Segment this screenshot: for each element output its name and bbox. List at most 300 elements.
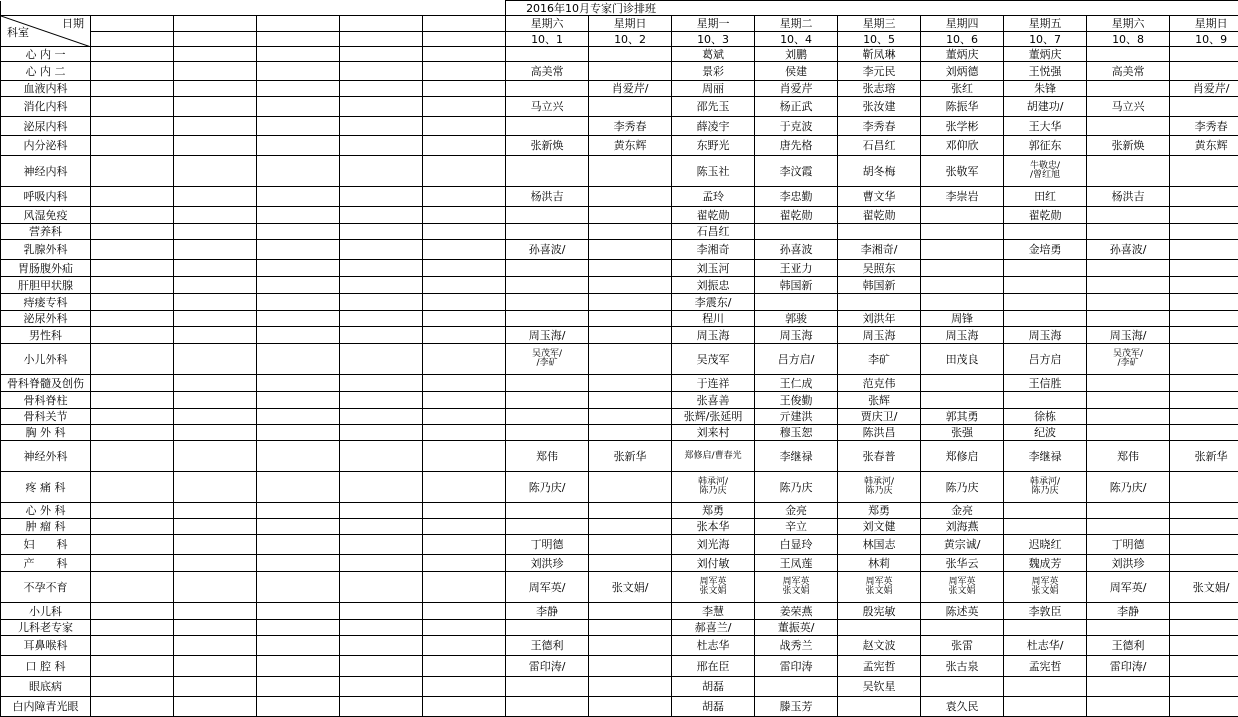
doctor-cell — [589, 277, 672, 294]
schedule-row — [1, 187, 1238, 207]
empty-cell — [257, 425, 340, 441]
doctor-cell: 周玉海 — [838, 327, 921, 344]
weekday-header: 星期四 — [921, 16, 1004, 32]
doctor-cell — [1170, 392, 1238, 409]
empty-cell — [340, 260, 423, 277]
doctor-cell — [1170, 409, 1238, 425]
doctor-cell: 程川 — [672, 311, 755, 327]
department-cell: 妇 科 — [1, 535, 91, 555]
weekday-header: 星期一 — [672, 16, 755, 32]
doctor-cell: 王信胜 — [1004, 375, 1087, 392]
empty-cell — [91, 240, 174, 260]
department-cell: 呼吸内科 — [1, 187, 91, 207]
empty-cell — [174, 441, 257, 472]
doctor-cell: 孟玲 — [672, 187, 755, 207]
empty-cell — [257, 392, 340, 409]
doctor-cell: 张红 — [921, 81, 1004, 97]
empty-cell — [340, 47, 423, 62]
date-header: 10、6 — [921, 32, 1004, 47]
empty-cell — [257, 156, 340, 187]
empty-cell — [91, 392, 174, 409]
doctor-cell: 周军英 张文娟 — [1004, 572, 1087, 603]
doctor-cell: 周玉海/ — [1087, 327, 1170, 344]
empty-cell — [340, 117, 423, 136]
doctor-cell — [1087, 620, 1170, 636]
doctor-cell: 胡冬梅 — [838, 156, 921, 187]
doctor-cell: 吕方启 — [1004, 344, 1087, 375]
weekday-header: 星期日 — [1170, 16, 1238, 32]
doctor-cell — [838, 620, 921, 636]
doctor-cell: 吴茂军 — [672, 344, 755, 375]
department-cell: 骨科脊髓及创伤 — [1, 375, 91, 392]
department-cell: 男性科 — [1, 327, 91, 344]
doctor-cell: 张学彬 — [921, 117, 1004, 136]
doctor-cell — [755, 677, 838, 697]
department-cell: 产 科 — [1, 555, 91, 572]
doctor-cell: 周丽 — [672, 81, 755, 97]
empty-cell — [340, 425, 423, 441]
doctor-cell: 刘洪珍 — [1087, 555, 1170, 572]
doctor-cell — [1170, 294, 1238, 311]
doctor-cell: 雷印涛 — [755, 656, 838, 677]
doctor-cell: 李静 — [1087, 603, 1170, 620]
doctor-cell: 王俊勤 — [755, 392, 838, 409]
empty-cell — [423, 117, 506, 136]
doctor-cell — [921, 620, 1004, 636]
doctor-cell: 李忠勤 — [755, 187, 838, 207]
doctor-cell: 周军英 张文娟 — [921, 572, 1004, 603]
doctor-cell — [589, 519, 672, 535]
empty-cell — [174, 294, 257, 311]
empty-cell — [257, 311, 340, 327]
doctor-cell — [589, 392, 672, 409]
doctor-cell: 刘付敏 — [672, 555, 755, 572]
doctor-cell: 林莉 — [838, 555, 921, 572]
doctor-cell — [506, 519, 589, 535]
doctor-cell: 董炳庆 — [1004, 47, 1087, 62]
doctor-cell: 袁久民 — [921, 697, 1004, 717]
doctor-cell: 侯建 — [755, 62, 838, 81]
empty-cell — [174, 311, 257, 327]
doctor-cell — [1087, 425, 1170, 441]
doctor-cell — [1004, 620, 1087, 636]
doctor-cell — [506, 392, 589, 409]
empty-cell — [423, 344, 506, 375]
empty-cell — [257, 81, 340, 97]
empty-cell — [91, 117, 174, 136]
doctor-cell: 陈述英 — [921, 603, 1004, 620]
empty-cell — [257, 97, 340, 117]
empty-cell — [340, 156, 423, 187]
doctor-cell: 陈洪昌 — [838, 425, 921, 441]
doctor-cell: 曹文华 — [838, 187, 921, 207]
doctor-cell — [1004, 677, 1087, 697]
empty-cell — [257, 603, 340, 620]
department-cell: 骨科脊柱 — [1, 392, 91, 409]
doctor-cell: 李继禄 — [755, 441, 838, 472]
doctor-cell: 景彩 — [672, 62, 755, 81]
doctor-cell — [589, 375, 672, 392]
schedule-row — [1, 425, 1238, 441]
empty-cell — [340, 62, 423, 81]
department-cell: 小儿科 — [1, 603, 91, 620]
empty-cell — [257, 535, 340, 555]
empty-cell — [257, 277, 340, 294]
department-cell: 疼 痛 科 — [1, 472, 91, 503]
empty-cell — [340, 277, 423, 294]
doctor-cell — [589, 187, 672, 207]
doctor-cell — [589, 472, 672, 503]
empty-cell — [340, 441, 423, 472]
empty-cell — [340, 311, 423, 327]
empty-cell — [91, 260, 174, 277]
empty-cell — [174, 375, 257, 392]
doctor-cell — [589, 656, 672, 677]
department-cell: 神经内科 — [1, 156, 91, 187]
doctor-cell — [1087, 392, 1170, 409]
empty-cell — [423, 409, 506, 425]
doctor-cell — [506, 156, 589, 187]
doctor-cell — [1087, 117, 1170, 136]
doctor-cell — [506, 207, 589, 224]
doctor-cell: 王亚力 — [755, 260, 838, 277]
doctor-cell: 郭征东 — [1004, 136, 1087, 156]
doctor-cell: 张敬军 — [921, 156, 1004, 187]
schedule-row — [1, 117, 1238, 136]
doctor-cell: 牛敬忠/ /曾红旭 — [1004, 156, 1087, 187]
date-header: 10、9 — [1170, 32, 1238, 47]
doctor-cell: 刘文健 — [838, 519, 921, 535]
empty-cell — [423, 187, 506, 207]
doctor-cell — [506, 47, 589, 62]
page-title: 2016年10月专家门诊排班 — [506, 1, 1238, 16]
empty-cell — [91, 311, 174, 327]
schedule-row — [1, 441, 1238, 472]
doctor-cell — [506, 294, 589, 311]
doctor-cell — [1087, 375, 1170, 392]
doctor-cell: 马立兴 — [506, 97, 589, 117]
empty-cell — [91, 409, 174, 425]
doctor-cell: 张新华 — [589, 441, 672, 472]
doctor-cell: 张古泉 — [921, 656, 1004, 677]
empty-cell — [340, 327, 423, 344]
doctor-cell — [506, 677, 589, 697]
doctor-cell: 郑修启 — [921, 441, 1004, 472]
empty-cell — [257, 224, 340, 240]
doctor-cell: 刘海燕 — [921, 519, 1004, 535]
doctor-cell: 王悦强 — [1004, 62, 1087, 81]
doctor-cell: 孙喜波 — [755, 240, 838, 260]
doctor-cell: 丁明德 — [506, 535, 589, 555]
department-cell: 骨科关节 — [1, 409, 91, 425]
doctor-cell — [1087, 260, 1170, 277]
doctor-cell: 孟宪哲 — [838, 656, 921, 677]
doctor-cell — [1087, 409, 1170, 425]
schedule-row — [1, 81, 1238, 97]
doctor-cell: 胡磊 — [672, 677, 755, 697]
empty-cell — [174, 409, 257, 425]
empty-cell — [174, 425, 257, 441]
doctor-cell: 邢在臣 — [672, 656, 755, 677]
schedule-row — [1, 409, 1238, 425]
empty-cell — [91, 636, 174, 656]
doctor-cell: 李矿 — [838, 344, 921, 375]
doctor-cell: 张志瑢 — [838, 81, 921, 97]
schedule-row — [1, 47, 1238, 62]
weekday-header: 星期五 — [1004, 16, 1087, 32]
empty-cell — [423, 441, 506, 472]
weekday-row — [1, 16, 1238, 32]
doctor-cell: 周玉海/ — [506, 327, 589, 344]
doctor-cell — [1170, 327, 1238, 344]
doctor-cell: 张雷 — [921, 636, 1004, 656]
doctor-cell: 陈乃庆 — [755, 472, 838, 503]
doctor-cell: 王仁成 — [755, 375, 838, 392]
empty-cell — [91, 294, 174, 311]
schedule-row — [1, 136, 1238, 156]
empty-cell — [423, 224, 506, 240]
doctor-cell — [1170, 656, 1238, 677]
doctor-cell: 周玉海 — [1004, 327, 1087, 344]
doctor-cell: 刘光海 — [672, 535, 755, 555]
department-cell: 口 腔 科 — [1, 656, 91, 677]
doctor-cell — [1170, 62, 1238, 81]
empty-cell — [423, 656, 506, 677]
doctor-cell: 杨正武 — [755, 97, 838, 117]
doctor-cell — [506, 503, 589, 519]
doctor-cell — [589, 207, 672, 224]
empty-cell — [423, 375, 506, 392]
schedule-row — [1, 344, 1238, 375]
doctor-cell — [589, 425, 672, 441]
schedule-row — [1, 207, 1238, 224]
doctor-cell — [1004, 503, 1087, 519]
date-header: 10、3 — [672, 32, 755, 47]
doctor-cell — [1087, 207, 1170, 224]
doctor-cell: 邓仰欣 — [921, 136, 1004, 156]
doctor-cell — [589, 535, 672, 555]
doctor-cell — [1170, 240, 1238, 260]
empty-cell — [423, 535, 506, 555]
doctor-cell: 靳凤琳 — [838, 47, 921, 62]
empty-cell — [174, 392, 257, 409]
doctor-cell: 李继禄 — [1004, 441, 1087, 472]
doctor-cell — [1087, 294, 1170, 311]
empty-cell — [257, 409, 340, 425]
empty-cell — [423, 260, 506, 277]
doctor-cell: 石昌红 — [838, 136, 921, 156]
doctor-cell: 韩承河/ 陈乃庆 — [838, 472, 921, 503]
doctor-cell — [506, 409, 589, 425]
empty-cell — [423, 311, 506, 327]
doctor-cell: 张春普 — [838, 441, 921, 472]
doctor-cell — [1087, 47, 1170, 62]
empty-cell — [340, 344, 423, 375]
doctor-cell: 翟乾勋 — [755, 207, 838, 224]
schedule-row — [1, 392, 1238, 409]
doctor-cell: 唐先格 — [755, 136, 838, 156]
empty-cell — [91, 224, 174, 240]
doctor-cell — [589, 409, 672, 425]
doctor-cell: 张辉 — [838, 392, 921, 409]
doctor-cell: 郭骏 — [755, 311, 838, 327]
empty-cell — [340, 392, 423, 409]
empty-cell — [174, 535, 257, 555]
empty-cell — [340, 535, 423, 555]
doctor-cell: 于连祥 — [672, 375, 755, 392]
doctor-cell — [1170, 677, 1238, 697]
empty-cell — [340, 677, 423, 697]
empty-cell — [257, 260, 340, 277]
schedule-row — [1, 503, 1238, 519]
schedule-row — [1, 519, 1238, 535]
empty-cell — [340, 636, 423, 656]
empty-cell — [257, 472, 340, 503]
doctor-cell: 肖爱芹/ — [1170, 81, 1238, 97]
doctor-cell: 殷宪敏 — [838, 603, 921, 620]
doctor-cell — [589, 311, 672, 327]
empty-cell — [423, 572, 506, 603]
doctor-cell — [589, 47, 672, 62]
doctor-cell — [838, 294, 921, 311]
doctor-cell: 李静 — [506, 603, 589, 620]
schedule-row — [1, 294, 1238, 311]
empty-cell — [257, 519, 340, 535]
empty-cell — [174, 117, 257, 136]
doctor-cell — [589, 62, 672, 81]
doctor-cell — [589, 327, 672, 344]
empty-cell — [340, 503, 423, 519]
empty-cell — [340, 375, 423, 392]
empty-cell — [423, 425, 506, 441]
doctor-cell: 张辉/张延明 — [672, 409, 755, 425]
empty-cell — [174, 472, 257, 503]
schedule-row — [1, 62, 1238, 81]
doctor-cell — [1170, 187, 1238, 207]
department-cell: 耳鼻喉科 — [1, 636, 91, 656]
doctor-cell: 陈乃庆/ — [1087, 472, 1170, 503]
doctor-cell: 张文娟/ — [1170, 572, 1238, 603]
doctor-cell: 张汝建 — [838, 97, 921, 117]
doctor-cell — [506, 117, 589, 136]
empty-cell — [174, 555, 257, 572]
empty-cell — [340, 240, 423, 260]
doctor-cell: 范克伟 — [838, 375, 921, 392]
doctor-cell: 吴照东 — [838, 260, 921, 277]
doctor-cell: 胡建功/ — [1004, 97, 1087, 117]
empty-cell — [257, 62, 340, 81]
empty-cell — [423, 277, 506, 294]
doctor-cell: 黄宗诚/ — [921, 535, 1004, 555]
doctor-cell — [1170, 636, 1238, 656]
empty-cell — [174, 240, 257, 260]
doctor-cell: 徐栋 — [1004, 409, 1087, 425]
doctor-cell — [589, 555, 672, 572]
doctor-cell — [589, 636, 672, 656]
department-cell: 眼底病 — [1, 677, 91, 697]
doctor-cell — [921, 294, 1004, 311]
doctor-cell: 刘鹏 — [755, 47, 838, 62]
doctor-cell — [506, 425, 589, 441]
schedule-row — [1, 277, 1238, 294]
department-cell: 胃肠腹外疝 — [1, 260, 91, 277]
doctor-cell — [589, 156, 672, 187]
doctor-cell: 周玉海 — [755, 327, 838, 344]
doctor-cell: 周军英 张文娟 — [838, 572, 921, 603]
doctor-cell: 于克波 — [755, 117, 838, 136]
doctor-cell: 田红 — [1004, 187, 1087, 207]
doctor-cell: 刘玉河 — [672, 260, 755, 277]
doctor-cell — [589, 224, 672, 240]
schedule-row — [1, 472, 1238, 503]
doctor-cell — [1087, 81, 1170, 97]
empty-cell — [174, 603, 257, 620]
empty-cell — [423, 392, 506, 409]
doctor-cell: 李湘奇 — [672, 240, 755, 260]
doctor-cell — [1170, 260, 1238, 277]
department-cell: 血液内科 — [1, 81, 91, 97]
empty-cell — [257, 294, 340, 311]
empty-cell — [174, 136, 257, 156]
date-header: 10、7 — [1004, 32, 1087, 47]
doctor-cell — [755, 294, 838, 311]
doctor-cell — [1087, 503, 1170, 519]
doctor-cell — [1170, 519, 1238, 535]
doctor-cell — [1170, 311, 1238, 327]
date-header: 10、5 — [838, 32, 921, 47]
empty-cell — [423, 62, 506, 81]
empty-cell — [423, 603, 506, 620]
doctor-cell: 郑修启/曹春光 — [672, 441, 755, 472]
schedule-row — [1, 156, 1238, 187]
empty-cell — [340, 97, 423, 117]
weekday-header: 星期日 — [589, 16, 672, 32]
doctor-cell: 雷印涛/ — [1087, 656, 1170, 677]
doctor-cell: 田茂良 — [921, 344, 1004, 375]
empty-cell — [174, 656, 257, 677]
department-cell: 不孕不育 — [1, 572, 91, 603]
doctor-cell — [1004, 294, 1087, 311]
doctor-cell: 孙喜波/ — [1087, 240, 1170, 260]
department-cell: 儿科老专家 — [1, 620, 91, 636]
doctor-cell: 张新焕 — [1087, 136, 1170, 156]
empty-cell — [174, 277, 257, 294]
empty-cell — [91, 277, 174, 294]
empty-cell — [257, 503, 340, 519]
department-cell: 泌尿外科 — [1, 311, 91, 327]
schedule-row — [1, 97, 1238, 117]
doctor-cell — [1004, 519, 1087, 535]
doctor-cell — [1170, 47, 1238, 62]
doctor-cell: 李崇岩 — [921, 187, 1004, 207]
empty-cell — [257, 677, 340, 697]
doctor-cell: 李汶霞 — [755, 156, 838, 187]
schedule-row — [1, 572, 1238, 603]
doctor-cell: 黄东辉 — [589, 136, 672, 156]
doctor-cell: 肖爱芹 — [755, 81, 838, 97]
empty-cell — [91, 375, 174, 392]
date-row — [1, 32, 1238, 47]
empty-cell — [340, 572, 423, 603]
empty-cell — [257, 327, 340, 344]
department-cell: 小儿外科 — [1, 344, 91, 375]
empty-cell — [174, 260, 257, 277]
empty-cell — [91, 344, 174, 375]
doctor-cell: 刘洪年 — [838, 311, 921, 327]
empty-cell — [91, 425, 174, 441]
schedule-row — [1, 656, 1238, 677]
empty-cell — [91, 81, 174, 97]
